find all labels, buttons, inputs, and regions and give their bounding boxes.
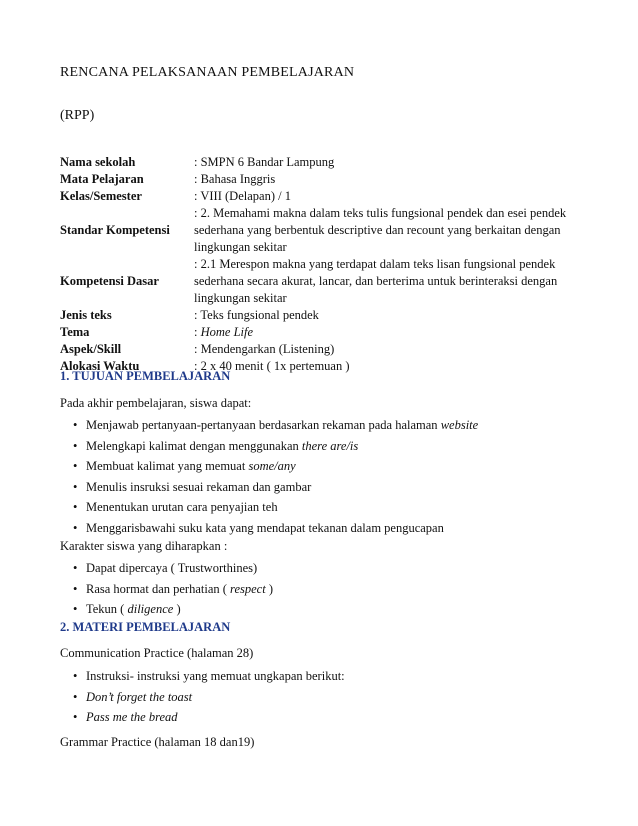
info-label: Mata Pelajaran [60,172,144,186]
info-label: Jenis teks [60,308,112,322]
info-row [60,188,606,205]
info-value: : Mendengarkan (Listening) [194,342,335,356]
item-text: Rasa hormat dan perhatian ( [86,581,231,596]
list-item [60,518,600,539]
item-text: Menggarisbawahi suku kata yang mendapat tekanan dalam pengucapan [86,520,444,535]
item-text: Menjawab pertanyaan-pertanyaan berdasarkan rekaman pada halaman [86,418,441,432]
info-value-line: sederhana secara akurat, lancar, dan berterima untuk berinteraksi dengan [194,274,558,288]
list-item [60,497,600,518]
list-item [60,558,600,579]
section-heading-tujuan: 1. TUJUAN PEMBELAJARAN [60,369,231,383]
info-value [194,324,606,341]
materi-list [60,666,600,728]
item-emphasis: diligence [127,602,174,616]
info-value: : 2 x 40 menit ( 1x pertemuan ) [194,359,350,373]
info-label: Nama sekolah [60,155,136,169]
info-value: : SMPN 6 Bandar Lampung [194,155,335,169]
list-item [60,415,600,436]
info-label: Tema [60,325,90,339]
info-row [60,256,606,307]
info-label: Aspek/Skill [60,342,122,356]
karakter-list [60,558,600,620]
list-item [60,599,600,620]
list-item [60,687,600,708]
item-emphasis: some/any [248,459,296,473]
item-suffix: ) [265,581,273,596]
item-text: Menulis insruksi sesuai rekaman dan gambar [86,479,312,494]
info-value-line: lingkungan sekitar [194,291,287,305]
list-item [60,666,600,687]
list-item [60,579,600,600]
karakter-intro: Karakter siswa yang diharapkan : [60,539,228,553]
document-title: RENCANA PELAKSANAAN PEMBELAJARAN [60,65,355,80]
tujuan-list [60,415,600,538]
item-emphasis: Pass me the bread [86,710,178,724]
item-suffix: ) [173,602,181,616]
item-emphasis: Don’t forget the toast [86,689,193,704]
info-label: Kompetensi Dasar [60,274,159,288]
tujuan-intro: Pada akhir pembelajaran, siswa dapat: [60,396,252,410]
item-emphasis: there are/is [301,438,359,453]
info-value [194,256,606,307]
info-row [60,307,606,324]
info-row [60,154,606,171]
info-value: : Bahasa Inggris [194,172,276,186]
list-item [60,477,600,498]
section-heading-materi: 2. MATERI PEMBELAJARAN [60,620,231,634]
info-prefix: : [194,325,201,339]
info-label: Kelas/Semester [60,189,142,203]
info-row [60,341,606,358]
item-text: Tekun ( [86,602,128,616]
communication-practice: Communication Practice (halaman 28) [60,646,254,660]
info-row [60,324,606,341]
item-text: Membuat kalimat yang memuat [86,459,249,473]
document-subtitle: (RPP) [60,108,95,123]
identity-table [60,154,606,375]
info-value-line: lingkungan sekitar [194,240,287,254]
info-row [60,171,606,188]
item-emphasis: respect [230,581,266,596]
grammar-practice: Grammar Practice (halaman 18 dan19) [60,735,255,749]
list-item [60,456,600,477]
item-text: Dapat dipercaya ( Trustworthines) [86,561,258,575]
info-value [194,205,606,256]
info-value-line: : 2.1 Merespon makna yang terdapat dalam teks lisan fungsional pendek [194,257,556,271]
item-text: Instruksi- instruksi yang memuat ungkapan berikut: [86,669,345,683]
info-label: Standar Kompetensi [60,223,170,237]
item-text: Melengkapi kalimat dengan menggunakan [86,438,302,453]
info-value: : Teks fungsional pendek [194,308,319,322]
list-item [60,707,600,728]
item-emphasis: website [440,418,479,432]
info-value: : VIII (Delapan) / 1 [194,189,291,203]
theme-value: Home Life [200,325,254,339]
info-label: Alokasi Waktu [60,359,140,373]
info-value-line: sederhana yang berbentuk descriptive dan recount yang berkaitan dengan [194,223,561,237]
list-item [60,436,600,457]
info-row [60,205,606,256]
info-value-line: : 2. Memahami makna dalam teks tulis fungsional pendek dan esei pendek [194,206,567,220]
item-text: Menentukan urutan cara penyajian teh [86,500,278,514]
